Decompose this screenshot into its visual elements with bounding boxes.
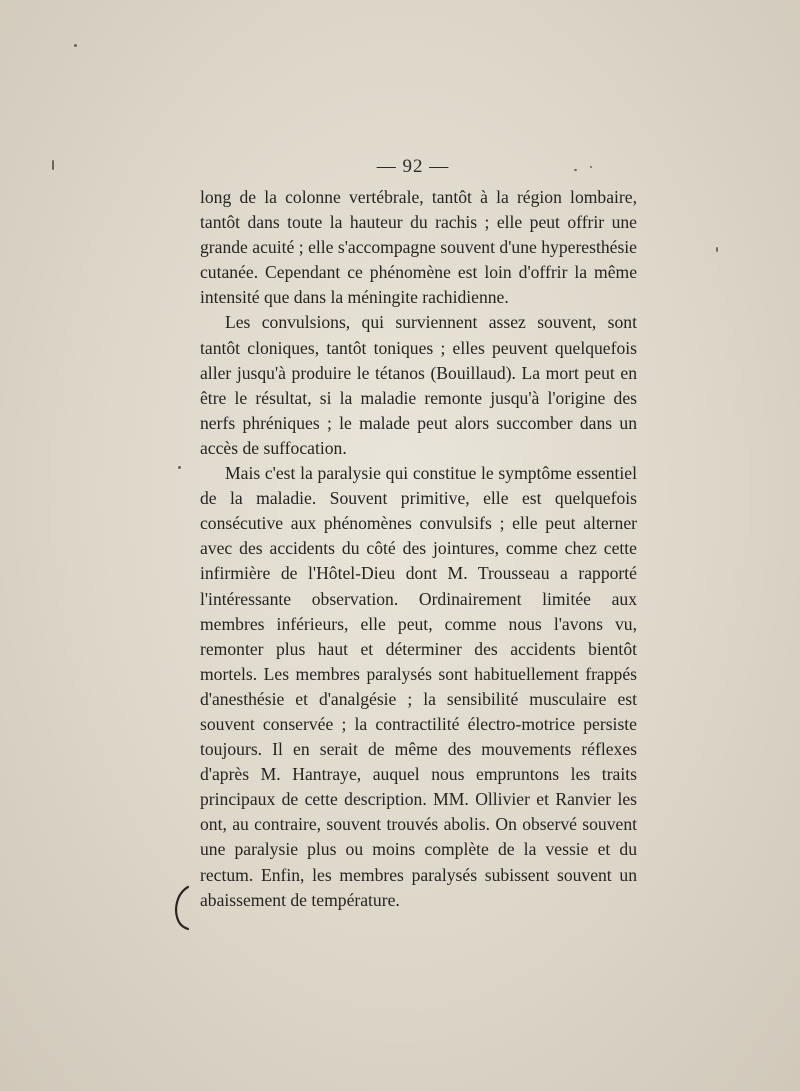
paragraph: Les convulsions, qui surviennent assez souvent, sont tantôt cloniques, tantôt toniques ; elles peuvent quelquefois aller jusqu'à produire le tétanos (Bouillaud). La mort peut en être le résultat, si la maladie remonte jusqu'à l'origine des nerfs phréniques ; le malade peut alors succomber dans un accès de suffocation. (200, 312, 637, 458)
paper-speck (74, 44, 77, 47)
paragraph: Mais c'est la paralysie qui constitue le symptôme essentiel de la maladie. Souvent primitive, elle est quelquefois consécutive aux phénomènes convulsifs ; elle peut alterner avec des accidents du côté des jointures, comme chez cette infirmière de l'Hôtel-Dieu dont M. Trousseau a rapporté l'intéressante observation. Ordinairement limitée aux membres inférieurs, elle peut, comme nous l'avons vu, remonter plus haut et déterminer des accidents bientôt mortels. Les membres paralysés sont habituellement frappés d'anesthésie et d'analgésie ; la sensibilité musculaire est souvent conservée ; la contractilité électro-motrice persiste toujours. Il en serait de même des mouvements réflexes d'après M. Hantraye, auquel nous empruntons les traits principaux de cette description. MM. Ollivier et Ranvier les ont, au contraire, souvent trouvés abolis. On observé souvent une paralysie plus ou moins complète de la vessie et du rectum. Enfin, les membres paralysés subissent souvent un abaissement de température. (200, 463, 637, 910)
paragraph: long de la colonne vertébrale, tantôt à la région lombaire, tantôt dans toute la hauteur du rachis ; elle peut offrir une grande acuité ; elle s'accompagne souvent d'une hyperesthésie cutanée. Cependant ce phénomène est loin d'offrir la même intensité que dans la méningite rachidienne. (200, 187, 637, 308)
margin-bracket-mark (170, 884, 194, 932)
paper-speck (716, 247, 718, 252)
body-text (200, 185, 637, 913)
paper-speck (178, 466, 181, 469)
page-number: — 92 — (376, 156, 450, 177)
